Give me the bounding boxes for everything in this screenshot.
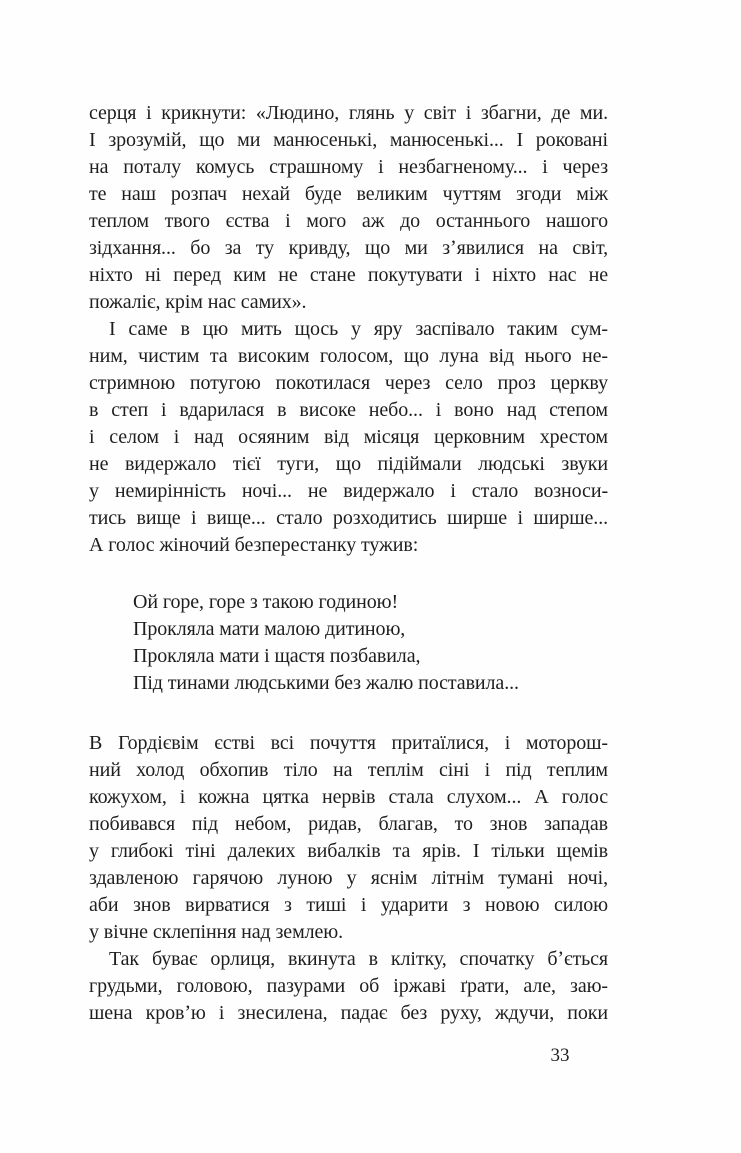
text-line: зідхання... бо за ту кривду, що ми зʼявилися на світ, (89, 237, 608, 259)
text-line: у немирінність ночі... не видержало і стало возноси- (89, 480, 608, 502)
page-number: 33 (550, 1045, 570, 1066)
text-line: стримною потугою покотилася через село проз церкву (89, 372, 608, 394)
text-line: пожаліє, крім нас самих». (89, 291, 307, 313)
paragraph-4 (89, 946, 608, 1027)
text-line: ний холод обхопив тіло на теплім сіні і під теплим (89, 759, 608, 781)
verse-quatrain (133, 589, 608, 697)
text-line: ніхто ні перед ким не стане покутувати і ніхто нас не (89, 264, 608, 286)
text-line: І зрозумій, що ми манюсенькі, манюсенькі... І роковані (89, 129, 608, 151)
text-line: Так буває орлиця, вкинута в клітку, спочатку бʼється (109, 948, 608, 970)
verse-line: Під тинами людськими без жалю поставила... (133, 672, 519, 694)
paragraph-3 (89, 730, 608, 946)
paragraph-2 (89, 316, 608, 559)
text-line: аби знов вирватися з тиші і ударити з новою силою (89, 894, 608, 916)
text-line: в степ і вдарилася в високе небо... і воно над степом (89, 399, 608, 421)
verse-line: Прокляла мати і щастя позбавила, (133, 645, 421, 667)
text-line: на поталу комусь страшному і незбагненому... і через (89, 156, 608, 178)
text-line: не видержало тієї туги, що підіймали людські звуки (89, 453, 608, 475)
text-line: кожухом, і кожна цятка нервів стала слухом... А голос (89, 786, 608, 808)
text-line: побивався під небом, ридав, благав, то знов западав (89, 813, 608, 835)
paragraph-1 (89, 100, 608, 316)
text-line: тись вище і вище... стало розходитись ширше і ширше... (89, 507, 608, 529)
text-line: І саме в цю мить щось у яру заспівало таким сум- (109, 318, 608, 340)
text-line: здавленою гарячою луною у яснім літнім тумані ночі, (89, 867, 608, 889)
text-line: і селом і над осяяним від місяця церковним хрестом (89, 426, 608, 448)
text-line: А голос жіночий безперестанку тужив: (89, 534, 419, 556)
text-block (89, 100, 608, 1027)
text-line: шена кровʼю і знесилена, падає без руху, ждучи, поки (89, 1002, 608, 1024)
text-line: ним, чистим та високим голосом, що луна від нього не- (89, 345, 608, 367)
text-line: у вічне склепіння над землею. (89, 921, 344, 943)
text-line: теплом твого єства і мого аж до останнього нашого (89, 210, 608, 232)
verse-line: Прокляла мати малою дитиною, (133, 618, 406, 640)
text-line: В Гордієвім єстві всі почуття притаїлися, і моторош- (89, 732, 608, 754)
text-line: серця і крикнути: «Людино, глянь у світ і збагни, де ми. (89, 102, 608, 124)
text-line: те наш розпач нехай буде великим чуттям згоди між (89, 183, 608, 205)
text-line: у глибокі тіні далеких вибалків та ярів. І тільки щемів (89, 840, 608, 862)
verse-line: Ой горе, горе з такою годиною! (133, 591, 399, 613)
text-line: грудьми, головою, пазурами об іржаві ґрати, але, заю- (89, 975, 608, 997)
